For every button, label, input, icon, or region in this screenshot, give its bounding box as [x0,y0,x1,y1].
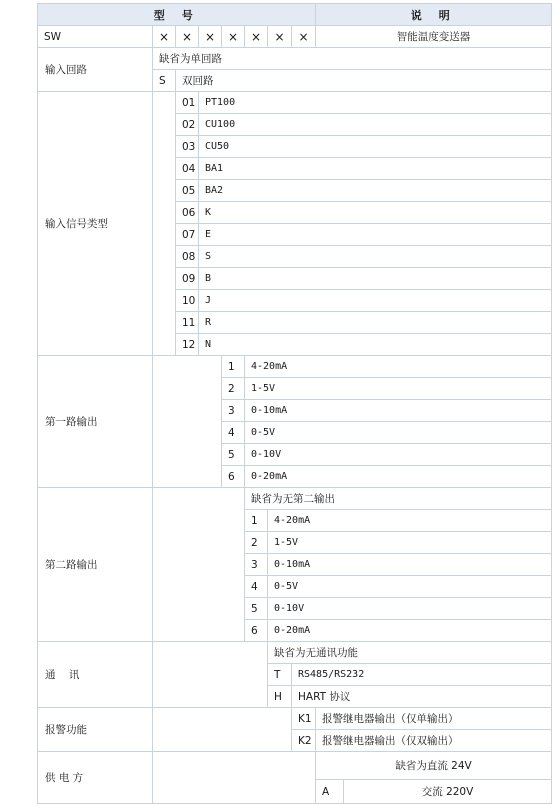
option-code: 3 [222,400,245,422]
option-text: S [199,246,552,268]
comm-label: 通 讯 [38,642,153,708]
option-code: 03 [176,136,199,158]
option-text: 0-10V [268,598,552,620]
option-text: 双回路 [176,70,552,92]
option-code: K1 [292,708,316,730]
option-code: 1 [222,356,245,378]
option-text: 0-20mA [268,620,552,642]
table-row [38,488,552,510]
spacer-cell [153,488,245,642]
placeholder-mark: × [153,26,176,48]
output2-label: 第二路输出 [38,488,153,642]
option-text: B [199,268,552,290]
model-header: 型 号 [38,4,316,26]
table-row [38,642,552,664]
option-code: 3 [245,554,268,576]
option-text: 0-10mA [268,554,552,576]
power-default: 缺省为直流 24V [316,752,552,780]
option-code: 11 [176,312,199,334]
option-text: 4-20mA [245,356,552,378]
table-row [38,708,552,730]
option-text: 0-5V [268,576,552,598]
option-code: 6 [222,466,245,488]
option-code: 12 [176,334,199,356]
option-code: K2 [292,730,316,752]
option-text: 4-20mA [268,510,552,532]
option-text: BA1 [199,158,552,180]
option-code: 07 [176,224,199,246]
option-text: RS485/RS232 [292,664,552,686]
input-circuit-default: 缺省为单回路 [153,48,552,70]
option-text: 1-5V [268,532,552,554]
table-header-row [38,4,552,26]
signal-type-label: 输入信号类型 [38,92,153,356]
option-code: 4 [222,422,245,444]
option-text: J [199,290,552,312]
table-row [38,48,552,70]
input-circuit-label: 输入回路 [38,48,153,92]
alarm-label: 报警功能 [38,708,153,752]
option-code: 01 [176,92,199,114]
option-code: 02 [176,114,199,136]
table-row [38,356,552,378]
placeholder-mark: × [268,26,292,48]
option-code: S [153,70,176,92]
placeholder-mark: × [176,26,199,48]
option-text: R [199,312,552,334]
spacer-cell [153,114,176,356]
placeholder-mark: × [199,26,222,48]
option-text: E [199,224,552,246]
description-header: 说 明 [316,4,552,26]
option-text: 报警继电器输出（仅双输出） [316,730,552,752]
spacer-cell [153,356,222,488]
spacer-cell [153,752,316,804]
option-code: 05 [176,180,199,202]
option-code: H [268,686,292,708]
option-text: CU50 [199,136,552,158]
option-text: 0-10V [245,444,552,466]
option-text: CU100 [199,114,552,136]
option-code: A [316,780,344,804]
option-code: 09 [176,268,199,290]
table-row [38,92,552,114]
comm-default: 缺省为无通讯功能 [268,642,552,664]
table-row [38,752,552,780]
option-code: 5 [245,598,268,620]
sw-row [38,26,552,48]
model-spec-table [37,3,552,804]
option-text: 0-20mA [245,466,552,488]
option-code: 4 [245,576,268,598]
spacer-cell [153,708,292,752]
sw-code: SW [38,26,153,48]
option-code: 5 [222,444,245,466]
option-code: 08 [176,246,199,268]
option-text: HART 协议 [292,686,552,708]
output1-label: 第一路输出 [38,356,153,488]
option-code: 2 [245,532,268,554]
output2-default: 缺省为无第二输出 [245,488,552,510]
option-text: 1-5V [245,378,552,400]
option-code: 1 [245,510,268,532]
placeholder-mark: × [292,26,316,48]
option-text: 交流 220V [344,780,552,804]
product-description: 智能温度变送器 [316,26,552,48]
option-text: K [199,202,552,224]
placeholder-mark: × [245,26,268,48]
option-text: BA2 [199,180,552,202]
power-label: 供 电 方 [38,752,153,804]
option-code: 10 [176,290,199,312]
option-code: 04 [176,158,199,180]
spacer-cell [153,642,268,708]
option-code: 06 [176,202,199,224]
option-code: 2 [222,378,245,400]
option-text: N [199,334,552,356]
placeholder-mark: × [222,26,245,48]
option-text: 0-5V [245,422,552,444]
option-text: 报警继电器输出（仅单输出） [316,708,552,730]
option-text: PT100 [199,92,552,114]
option-code: T [268,664,292,686]
option-code: 6 [245,620,268,642]
option-text: 0-10mA [245,400,552,422]
